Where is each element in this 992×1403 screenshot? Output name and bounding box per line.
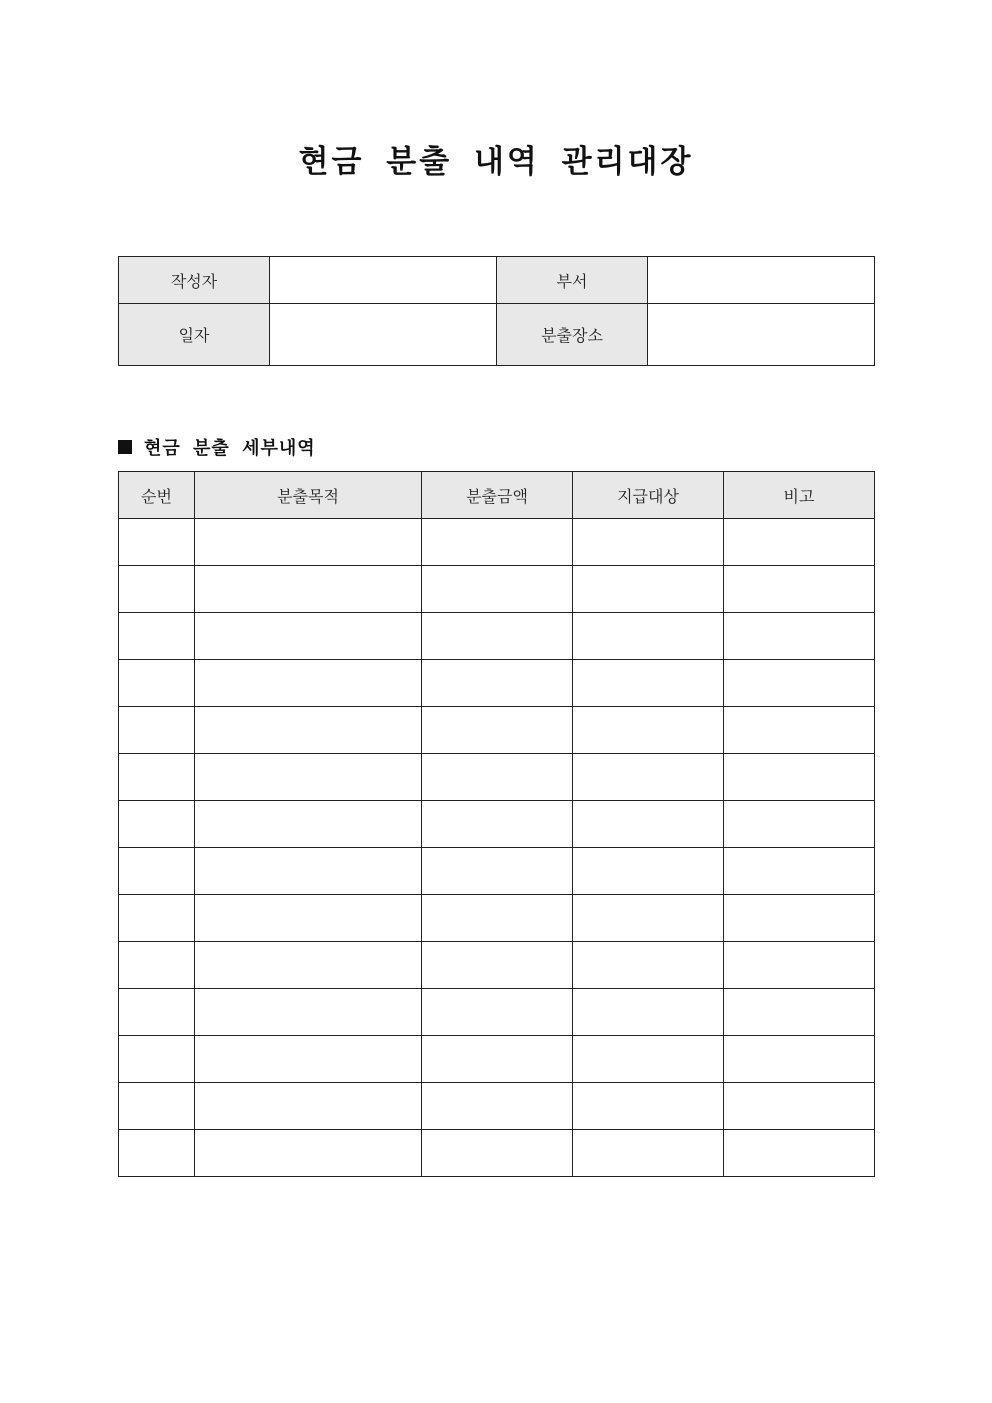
department-label: 부서 xyxy=(497,257,648,304)
amount-cell[interactable] xyxy=(422,754,573,801)
table-row xyxy=(119,519,875,566)
purpose-cell[interactable] xyxy=(195,942,422,989)
purpose-cell[interactable] xyxy=(195,519,422,566)
number-cell[interactable] xyxy=(119,754,195,801)
table-row xyxy=(119,801,875,848)
number-cell[interactable] xyxy=(119,660,195,707)
number-cell[interactable] xyxy=(119,566,195,613)
remarks-cell[interactable] xyxy=(724,895,875,942)
remarks-cell[interactable] xyxy=(724,566,875,613)
number-cell[interactable] xyxy=(119,989,195,1036)
table-row xyxy=(119,660,875,707)
purpose-cell[interactable] xyxy=(195,707,422,754)
number-cell[interactable] xyxy=(119,519,195,566)
remarks-cell[interactable] xyxy=(724,989,875,1036)
remarks-cell[interactable] xyxy=(724,613,875,660)
recipient-cell[interactable] xyxy=(573,989,724,1036)
amount-cell[interactable] xyxy=(422,1083,573,1130)
detail-header-row xyxy=(119,472,875,519)
table-row xyxy=(119,848,875,895)
remarks-cell[interactable] xyxy=(724,707,875,754)
recipient-cell[interactable] xyxy=(573,519,724,566)
detail-body xyxy=(119,519,875,1177)
table-row xyxy=(119,1130,875,1177)
info-row-date xyxy=(119,304,875,366)
remarks-cell[interactable] xyxy=(724,801,875,848)
recipient-cell[interactable] xyxy=(573,848,724,895)
amount-cell[interactable] xyxy=(422,895,573,942)
amount-cell[interactable] xyxy=(422,566,573,613)
amount-cell[interactable] xyxy=(422,660,573,707)
number-cell[interactable] xyxy=(119,942,195,989)
table-row xyxy=(119,895,875,942)
info-row-author xyxy=(119,257,875,304)
amount-cell[interactable] xyxy=(422,707,573,754)
recipient-cell[interactable] xyxy=(573,1130,724,1177)
recipient-cell[interactable] xyxy=(573,801,724,848)
recipient-cell[interactable] xyxy=(573,942,724,989)
remarks-cell[interactable] xyxy=(724,1130,875,1177)
purpose-cell[interactable] xyxy=(195,1130,422,1177)
author-label: 작성자 xyxy=(119,257,270,304)
section-heading xyxy=(118,434,316,460)
department-field[interactable] xyxy=(648,257,875,304)
purpose-cell[interactable] xyxy=(195,1083,422,1130)
author-field[interactable] xyxy=(270,257,497,304)
purpose-cell[interactable] xyxy=(195,801,422,848)
remarks-cell[interactable] xyxy=(724,660,875,707)
detail-table xyxy=(118,471,875,1177)
table-row xyxy=(119,707,875,754)
remarks-cell[interactable] xyxy=(724,942,875,989)
recipient-cell[interactable] xyxy=(573,707,724,754)
number-cell[interactable] xyxy=(119,1083,195,1130)
amount-cell[interactable] xyxy=(422,801,573,848)
column-header-remarks: 비고 xyxy=(724,472,875,519)
recipient-cell[interactable] xyxy=(573,660,724,707)
column-header-amount: 분출금액 xyxy=(422,472,573,519)
info-table xyxy=(118,256,875,366)
location-label: 분출장소 xyxy=(497,304,648,366)
purpose-cell[interactable] xyxy=(195,660,422,707)
recipient-cell[interactable] xyxy=(573,566,724,613)
black-square-icon xyxy=(118,440,132,454)
recipient-cell[interactable] xyxy=(573,1083,724,1130)
table-row xyxy=(119,754,875,801)
location-field[interactable] xyxy=(648,304,875,366)
number-cell[interactable] xyxy=(119,848,195,895)
table-row xyxy=(119,613,875,660)
purpose-cell[interactable] xyxy=(195,613,422,660)
number-cell[interactable] xyxy=(119,1130,195,1177)
recipient-cell[interactable] xyxy=(573,1036,724,1083)
number-cell[interactable] xyxy=(119,895,195,942)
remarks-cell[interactable] xyxy=(724,1036,875,1083)
remarks-cell[interactable] xyxy=(724,848,875,895)
purpose-cell[interactable] xyxy=(195,989,422,1036)
table-row xyxy=(119,989,875,1036)
table-row xyxy=(119,566,875,613)
amount-cell[interactable] xyxy=(422,1130,573,1177)
number-cell[interactable] xyxy=(119,707,195,754)
section-title: 현금 분출 세부내역 xyxy=(144,438,316,459)
recipient-cell[interactable] xyxy=(573,613,724,660)
remarks-cell[interactable] xyxy=(724,1083,875,1130)
document-title: 현금 분출 내역 관리대장 xyxy=(298,144,694,180)
purpose-cell[interactable] xyxy=(195,566,422,613)
purpose-cell[interactable] xyxy=(195,1036,422,1083)
amount-cell[interactable] xyxy=(422,1036,573,1083)
amount-cell[interactable] xyxy=(422,848,573,895)
table-row xyxy=(119,1036,875,1083)
recipient-cell[interactable] xyxy=(573,895,724,942)
recipient-cell[interactable] xyxy=(573,754,724,801)
table-row xyxy=(119,1083,875,1130)
amount-cell[interactable] xyxy=(422,519,573,566)
table-row xyxy=(119,942,875,989)
number-cell[interactable] xyxy=(119,613,195,660)
column-header-number: 순번 xyxy=(119,472,195,519)
remarks-cell[interactable] xyxy=(724,754,875,801)
column-header-recipient: 지급대상 xyxy=(573,472,724,519)
date-field[interactable] xyxy=(270,304,497,366)
purpose-cell[interactable] xyxy=(195,754,422,801)
date-label: 일자 xyxy=(119,304,270,366)
purpose-cell[interactable] xyxy=(195,895,422,942)
amount-cell[interactable] xyxy=(422,942,573,989)
purpose-cell[interactable] xyxy=(195,848,422,895)
number-cell[interactable] xyxy=(119,1036,195,1083)
amount-cell[interactable] xyxy=(422,613,573,660)
remarks-cell[interactable] xyxy=(724,519,875,566)
number-cell[interactable] xyxy=(119,801,195,848)
column-header-purpose: 분출목적 xyxy=(195,472,422,519)
amount-cell[interactable] xyxy=(422,989,573,1036)
